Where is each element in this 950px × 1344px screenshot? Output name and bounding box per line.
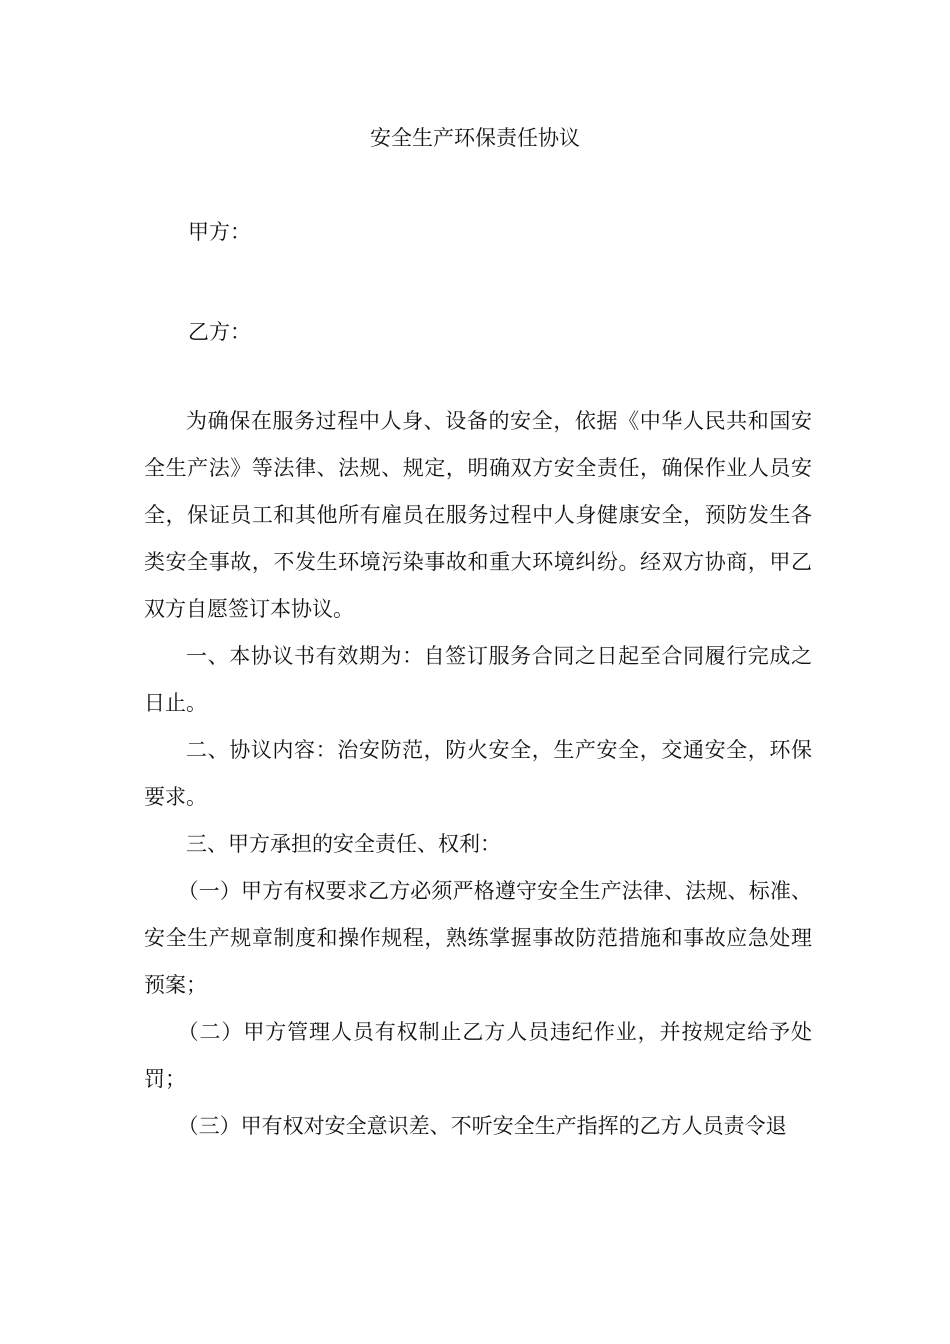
party-a-label: 甲方： <box>188 220 251 244</box>
document-title: 安全生产环保责任协议 <box>370 126 580 150</box>
sub-clause-3: （三）甲有权对安全意识差、不听安全生产指挥的乙方人员责令退 <box>177 1114 787 1138</box>
clause-content: 二、协议内容：治安防范，防火安全，生产安全，交通安全，环保要求。 <box>144 738 812 809</box>
agreement-body <box>144 398 812 1150</box>
sub-clause-2: （二）甲方管理人员有权制止乙方人员违纪作业，并按规定给予处罚； <box>144 1020 812 1091</box>
intro-paragraph: 为确保在服务过程中人身、设备的安全，依据《中华人民共和国安全生产法》等法律、法规、规定，明确双方安全责任，确保作业人员安全，保证员工和其他所有雇员在服务过程中人身健康安全，预防发生各类安全事故，不发生环境污染事故和重大环境纠纷。经双方协商，甲乙双方自愿签订本协议。 <box>144 409 812 621</box>
party-b-label: 乙方： <box>188 320 251 344</box>
sub-clause-1: （一）甲方有权要求乙方必须严格遵守安全生产法律、法规、标准、安全生产规章制度和操作规程，熟练掌握事故防范措施和事故应急处理预案； <box>144 879 812 997</box>
clause-party-a-responsibilities: 三、甲方承担的安全责任、权利： <box>186 832 501 856</box>
clause-validity: 一、本协议书有效期为：自签订服务合同之日起至合同履行完成之日止。 <box>144 644 812 715</box>
